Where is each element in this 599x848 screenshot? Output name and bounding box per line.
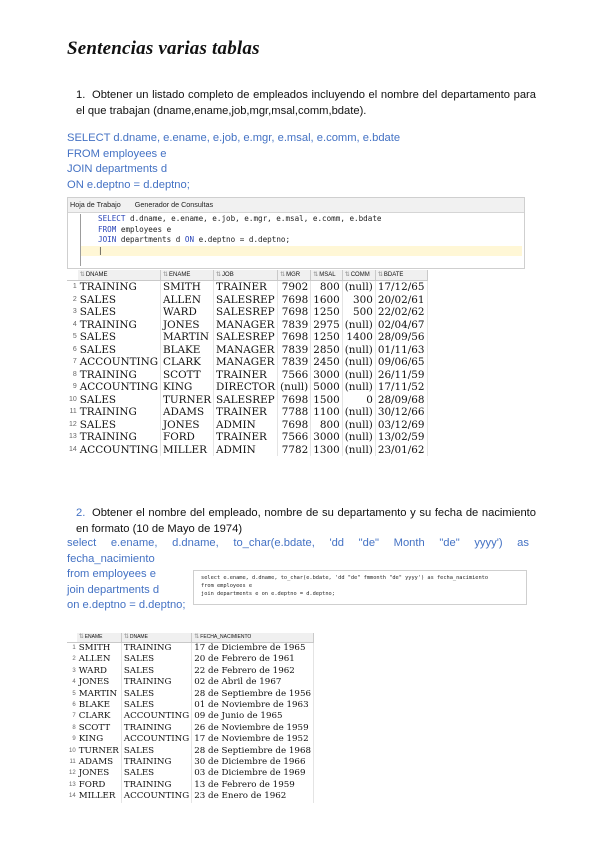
table-cell: MARTIN [161,331,214,344]
row-number: 4 [72,679,76,686]
query-2-line: on e.deptno = d.deptno; [67,599,186,611]
code-area[interactable] [80,214,522,266]
sort-icon: ⇅ [280,272,286,278]
keyword: FROM [98,224,117,234]
column-header-label: ENAME [84,634,103,640]
row-number: 2 [72,656,76,663]
table-cell: TRAINER [214,406,278,419]
row-number: 7 [72,713,76,720]
table-cell: 28 de Septiembre de 1968 [192,746,314,757]
question-2-number: 2. [76,507,86,519]
question-1 [76,87,536,119]
table-cell: 7566 [278,369,311,382]
table-cell: SALES [121,768,191,779]
table-cell: MANAGER [214,356,278,369]
table-cell: SALES [78,306,161,319]
keyword: ON [184,235,195,244]
table-row[interactable] [67,734,314,745]
table-cell: 28/09/56 [375,331,427,344]
table-row[interactable] [67,294,427,307]
table-cell: 17/11/52 [375,381,427,394]
table-cell: 01 de Noviembre de 1963 [192,700,314,711]
editor-tabs [68,198,524,213]
table-row[interactable] [67,419,427,432]
column-header-fecha-nacimiento[interactable] [192,633,314,643]
table-cell: TRAINER [214,431,278,444]
table-cell: TRAINING [121,780,191,791]
table-row[interactable] [67,444,427,457]
question-1-number: 1. [76,89,86,101]
table-cell: 7698 [278,419,311,432]
table-cell: SALES [121,746,191,757]
table-cell: CLARK [161,356,214,369]
row-number: 12 [69,770,76,777]
row-number: 6 [72,702,76,709]
table-cell: 17 de Noviembre de 1952 [192,734,314,745]
table-cell: TRAINING [78,406,161,419]
table-cell: SALESREP [214,306,278,319]
tab-query-builder[interactable]: Generador de Consultas [134,200,214,209]
table-cell: JONES [77,677,122,688]
table-cell: TRAINER [214,369,278,382]
table-cell: ACCOUNTING [121,734,191,745]
table-row[interactable] [67,331,427,344]
table-cell: SALESREP [214,294,278,307]
table-cell: SALESREP [214,394,278,407]
query-1-line: JOIN departments d [67,163,168,175]
table-cell: TRAINING [121,677,191,688]
code-text: d.dname, e.ename, e.job, e.mgr, e.msal, e.comm, e.bdate [125,214,382,223]
table-cell: 3000 [311,369,342,382]
column-header-comm[interactable] [342,270,375,281]
table-cell: 13/02/59 [375,431,427,444]
table-cell: 3000 [311,431,342,444]
row-number: 1 [72,283,77,290]
row-number: 8 [72,724,76,731]
row-number: 3 [72,667,76,674]
row-number: 6 [72,345,77,353]
table-cell: SALES [78,419,161,432]
query-1-line: SELECT d.dname, e.ename, e.job, e.mgr, e.msal, e.comm, e.bdate [67,132,401,144]
table-cell: 7782 [278,444,311,457]
table-cell: JONES [161,419,214,432]
table-cell: 7566 [278,431,311,444]
code-line [81,235,522,246]
table-cell: (null) [342,381,375,394]
table-row[interactable] [67,723,314,734]
table-cell: (null) [342,406,375,419]
table-row[interactable] [67,344,427,357]
sort-icon: ⇅ [313,272,319,278]
column-header-ename[interactable] [161,270,214,281]
table-cell: SMITH [77,643,122,655]
table-cell: 13 de Febrero de 1959 [192,780,314,791]
column-header-dname[interactable] [78,270,161,281]
code-line: select e.ename, d.dname, to_char(e.bdate, 'dd "de" fmmonth "de" yyyy') as fecha_nacimiento [201,575,489,581]
table-cell: SALES [78,394,161,407]
table-row[interactable] [67,281,427,294]
table-cell: 7839 [278,344,311,357]
row-number-header [67,270,78,281]
table-cell: ACCOUNTING [121,711,191,722]
table-cell: 03/12/69 [375,419,427,432]
table-cell: 1400 [342,331,375,344]
table-row[interactable] [67,356,427,369]
table-cell: ADAMS [161,406,214,419]
table-cell: ACCOUNTING [121,791,191,802]
table-cell: TRAINING [78,281,161,294]
column-header-dname[interactable] [121,633,191,643]
question-2 [76,505,536,537]
row-number: 13 [69,433,77,440]
table-row[interactable] [67,746,314,757]
table-cell: SCOTT [161,369,214,382]
question-2-text: Obtener el nombre del empleado, nombre de su departamento y su fecha de nacimiento en formato (10 de Mayo de 1974) [76,507,536,535]
table-cell: KING [161,381,214,394]
table-cell: (null) [342,319,375,332]
table-cell: SALESREP [214,331,278,344]
table-cell: ADAMS [77,757,122,768]
sort-icon: ⇅ [344,272,350,278]
table-cell: 1250 [311,306,342,319]
row-number: 9 [72,383,77,390]
table-cell: 7698 [278,294,311,307]
table-cell: (null) [342,431,375,444]
table-cell: 500 [342,306,375,319]
table-cell: 09 de Junio de 1965 [192,711,314,722]
query-1-line: FROM employees e [67,147,167,160]
table-cell: (null) [342,344,375,357]
table-cell: 20 de Febrero de 1961 [192,654,314,665]
sort-icon: ⇅ [216,272,222,278]
table-cell: 09/06/65 [375,356,427,369]
table-cell: 17/12/65 [375,281,427,294]
table-cell: SALES [78,331,161,344]
column-header-label: FECHA_NACIMIENTO [200,634,252,640]
table-cell: 22 de Febrero de 1962 [192,666,314,677]
table-cell: MILLER [161,444,214,457]
table-cell: 30 de Diciembre de 1966 [192,757,314,768]
table-cell: 7698 [278,331,311,344]
code-text: departments d [116,235,185,244]
table-cell: TURNER [161,394,214,407]
sort-icon: ⇅ [79,272,85,278]
table-cell: 800 [311,419,342,432]
table-cell: 23 de Enero de 1962 [192,791,314,802]
table-header-row [67,633,314,643]
page-title: Sentencias varias tablas [67,38,260,59]
table-row[interactable] [67,369,427,382]
table-cell: (null) [278,381,311,394]
column-header-label: BDATE [383,272,404,278]
table-cell: WARD [161,306,214,319]
table-cell: ALLEN [77,654,122,665]
table-cell: MANAGER [214,319,278,332]
row-number: 5 [72,333,77,340]
table-cell: SALES [121,689,191,700]
code-line [81,214,522,225]
table-cell: 1500 [311,394,342,407]
table-cell: JONES [77,768,122,779]
table-row[interactable] [67,700,314,711]
column-header-label: COMM [350,272,370,278]
table-cell: 7698 [278,306,311,319]
table-row[interactable] [67,677,314,688]
table-cell: 2975 [311,319,342,332]
table-row[interactable] [67,306,427,319]
column-header-label: ENAME [169,272,191,278]
table-cell: ACCOUNTING [78,356,161,369]
table-cell: 7788 [278,406,311,419]
code-line [81,225,522,236]
query-2-line: join departments d [67,583,160,596]
table-cell: BLAKE [161,344,214,357]
table-cell: ACCOUNTING [78,381,161,394]
row-number: 14 [69,793,76,800]
table-cell: SALES [121,700,191,711]
table-row[interactable] [67,791,314,802]
table-cell: 17 de Diciembre de 1965 [192,643,314,655]
query-2-line: fecha_nacimiento [67,552,155,565]
table-cell: (null) [342,356,375,369]
table-row[interactable] [67,666,314,677]
table-cell: 23/01/62 [375,444,427,457]
code-line: join departments e on e.deptno = d.deptno; [201,591,335,597]
column-header-msal[interactable] [311,270,342,281]
table-cell: 28 de Septiembre de 1956 [192,689,314,700]
row-number: 2 [72,295,77,303]
keyword: JOIN [98,235,117,244]
row-number: 5 [72,690,76,697]
code-text: e.deptno = d.deptno; [194,235,291,244]
table-header-row [67,270,427,281]
row-number: 4 [72,320,77,328]
row-number: 12 [69,420,77,428]
query-2-line: from employees e [67,568,156,580]
sort-icon: ⇅ [163,272,169,278]
sort-icon: ⇅ [123,634,129,640]
table-cell: 800 [311,281,342,294]
row-number: 10 [69,395,77,403]
row-number: 7 [72,358,77,365]
table-cell: TRAINING [121,643,191,655]
table-cell: SALES [121,666,191,677]
query-1-line: ON e.deptno = d.deptno; [67,178,190,191]
table-cell: 1300 [311,444,342,457]
table-cell: ACCOUNTING [78,444,161,457]
code-line: from employees e [201,583,253,589]
table-cell: MILLER [77,791,122,802]
question-1-text: Obtener un listado completo de empleados incluyendo el nombre del departamento para el que trabajan (dname,ename,job,mgr,msal,comm,bdate). [76,89,536,117]
table-cell: 01/11/63 [375,344,427,357]
table-cell: TRAINING [78,431,161,444]
table-row[interactable] [67,768,314,779]
table-cell: SMITH [161,281,214,294]
table-cell: 1600 [311,294,342,307]
table-cell: ADMIN [214,419,278,432]
table-cell: KING [77,734,122,745]
query-2-line: select e.ename, d.dname, to_char(e.bdate, 'dd "de" Month "de" yyyy') as [67,537,529,549]
table-cell: 0 [342,394,375,407]
table-cell: 7839 [278,356,311,369]
table-row[interactable] [67,780,314,791]
table-cell: SCOTT [77,723,122,734]
table-cell: 03 de Diciembre de 1969 [192,768,314,779]
table-cell: 7839 [278,319,311,332]
table-cell: TRAINING [121,723,191,734]
table-cell: TRAINER [214,281,278,294]
tab-worksheet[interactable]: Hoja de Trabajo [70,200,121,209]
row-number: 1 [72,645,76,651]
column-header-label: DNAME [85,272,108,278]
keyword: SELECT [98,214,126,223]
table-row[interactable] [67,654,314,665]
table-cell: DIRECTOR [214,381,278,394]
table-cell: SALES [78,344,161,357]
column-header-ename[interactable] [77,633,122,643]
table-cell: 2450 [311,356,342,369]
sql-worksheet-editor [67,197,525,269]
code-line-cursor: | [81,246,522,257]
table-row[interactable] [67,711,314,722]
table-cell: TRAINING [78,319,161,332]
table-cell: (null) [342,369,375,382]
row-number: 14 [69,445,77,453]
table-cell: SALES [78,294,161,307]
table-row[interactable] [67,381,427,394]
column-header-label: MSAL [319,272,336,278]
table-cell: 1100 [311,406,342,419]
table-cell: FORD [77,780,122,791]
row-number-header [67,633,77,643]
results-table-2 [67,633,314,803]
table-cell: 2850 [311,344,342,357]
table-cell: WARD [77,666,122,677]
query-1-text [67,131,400,193]
table-row[interactable] [67,431,427,444]
results-table-1 [67,270,428,456]
sort-icon: ⇅ [194,634,200,640]
row-number: 9 [72,736,76,743]
table-cell: ALLEN [161,294,214,307]
table-cell: 26 de Noviembre de 1959 [192,723,314,734]
row-number: 11 [69,408,77,415]
column-header-job[interactable] [214,270,278,281]
column-header-label: JOB [222,272,234,278]
table-row[interactable] [67,689,314,700]
table-cell: BLAKE [77,700,122,711]
row-number: 8 [72,370,77,378]
row-number: 10 [69,747,76,754]
sql-worksheet-editor-2[interactable] [193,570,527,605]
table-cell: ADMIN [214,444,278,457]
table-cell: MARTIN [77,689,122,700]
column-header-bdate[interactable] [375,270,427,281]
table-cell: 26/11/59 [375,369,427,382]
table-cell: (null) [342,281,375,294]
table-cell: SALES [121,654,191,665]
table-row[interactable] [67,394,427,407]
table-cell: 20/02/61 [375,294,427,307]
table-cell: JONES [161,319,214,332]
table-cell: (null) [342,444,375,457]
table-cell: 28/09/68 [375,394,427,407]
table-cell: TURNER [77,746,122,757]
table-cell: TRAINING [121,757,191,768]
column-header-mgr[interactable] [278,270,311,281]
row-number: 11 [69,759,76,766]
table-cell: 02/04/67 [375,319,427,332]
sort-icon: ⇅ [78,634,84,640]
table-cell: 5000 [311,381,342,394]
row-number: 13 [69,781,76,788]
table-cell: 02 de Abril de 1967 [192,677,314,688]
table-cell: 22/02/62 [375,306,427,319]
table-row[interactable] [67,643,314,655]
table-row[interactable] [67,406,427,419]
table-cell: MANAGER [214,344,278,357]
table-cell: 7698 [278,394,311,407]
table-cell: (null) [342,419,375,432]
column-header-label: DNAME [129,634,148,640]
column-header-label: MGR [286,272,301,278]
table-row[interactable] [67,319,427,332]
table-cell: 300 [342,294,375,307]
table-cell: 7902 [278,281,311,294]
table-cell: 1250 [311,331,342,344]
table-cell: CLARK [77,711,122,722]
table-cell: FORD [161,431,214,444]
table-row[interactable] [67,757,314,768]
sort-icon: ⇅ [377,272,383,278]
table-cell: TRAINING [78,369,161,382]
row-number: 3 [72,308,77,315]
code-text: employees e [116,224,172,234]
table-cell: 30/12/66 [375,406,427,419]
